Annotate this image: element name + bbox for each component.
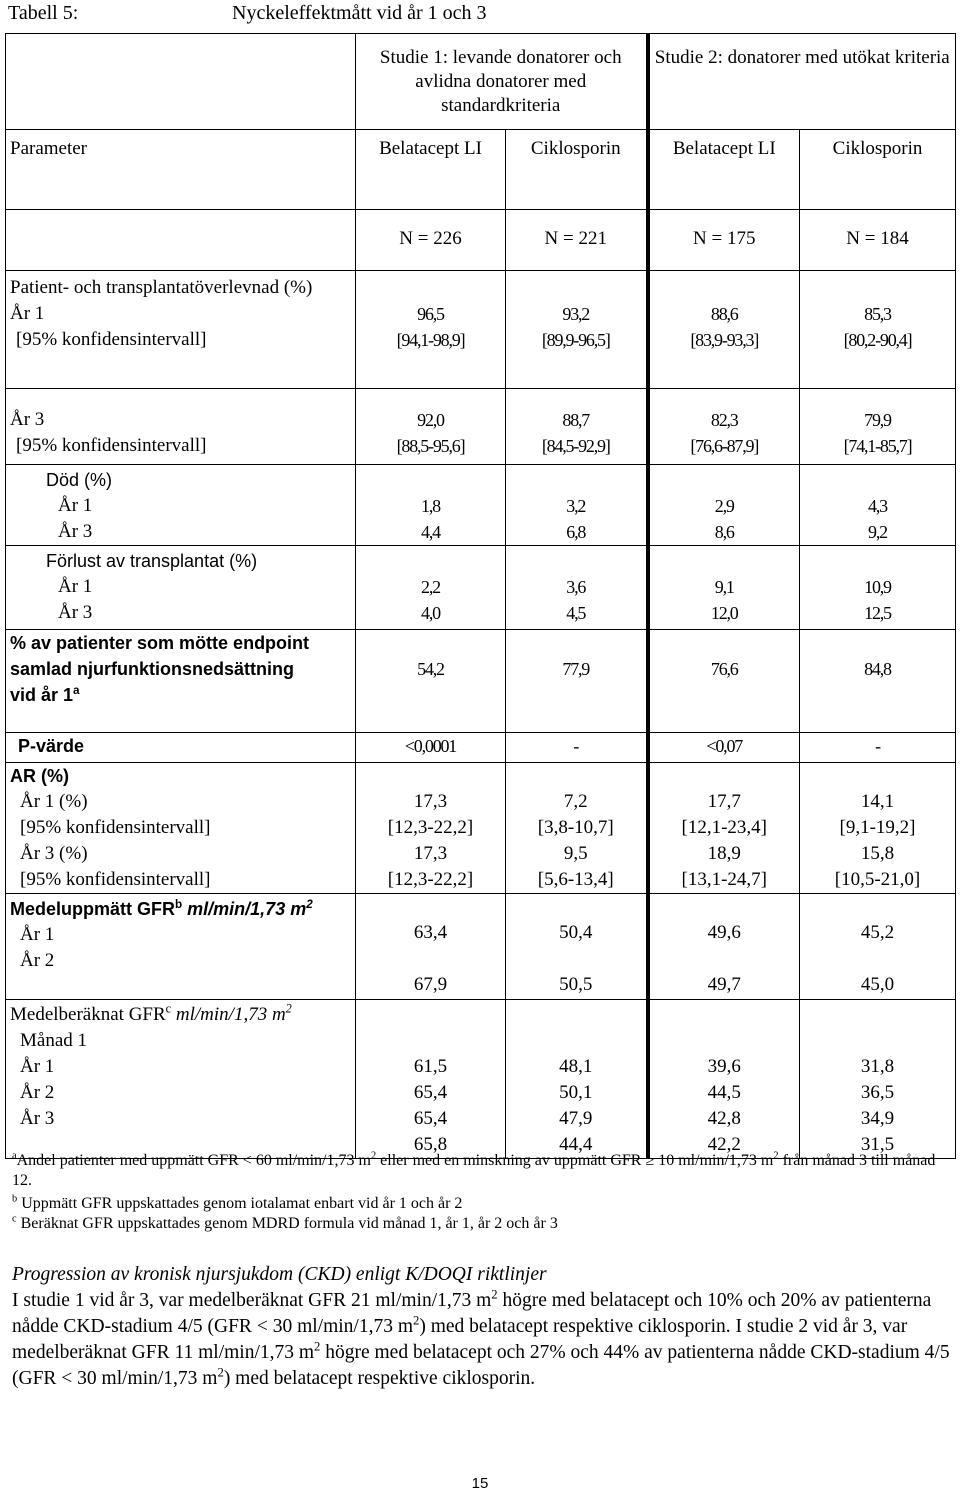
survival-y3-ci-label: [95% konfidensintervall] <box>16 435 207 456</box>
footnote-text: Andel patienter med uppmätt GFR < 60 ml/min/1,73 m <box>16 1152 371 1169</box>
value-cell: 85,3 <box>864 304 891 324</box>
value-cell: 45,0 <box>860 974 895 995</box>
efficacy-table <box>5 33 956 1159</box>
ar-ci-label: [95% konfidensintervall] <box>20 817 211 838</box>
calc-gfr-y2-label: År 2 <box>20 1082 55 1103</box>
footnote-b-mark: b <box>175 898 183 911</box>
value-cell: 45,2 <box>860 922 895 943</box>
value-cell: 3,2 <box>566 496 586 516</box>
pvalue-label: P-värde <box>6 733 356 763</box>
survival-y3-row-label <box>6 389 356 465</box>
value-cell: 88,7 <box>562 410 590 430</box>
value-cell: 65,8 <box>413 1134 448 1155</box>
value-cell: 65,4 <box>413 1082 448 1103</box>
value-cell: 50,1 <box>559 1082 593 1103</box>
value-cell: 76,6 <box>648 630 800 733</box>
value-cell: 92,0 <box>417 410 444 430</box>
value-cell: 42,2 <box>707 1134 741 1155</box>
value-cell: 39,6 <box>707 1056 741 1077</box>
value-cell: 10,9 <box>864 577 891 597</box>
ci-cell: [12,3-22,2] <box>387 869 474 890</box>
calc-gfr-unit: ml/min/1,73 m <box>175 1004 286 1025</box>
sup: 2 <box>773 1150 779 1162</box>
ci-cell: [84,5-92,9] <box>541 436 610 456</box>
header-empty-cell <box>6 34 356 130</box>
parameter-header: Parameter <box>6 130 356 210</box>
table-label: Tabell 5: <box>8 2 79 24</box>
ci-cell: [12,3-22,2] <box>387 817 474 838</box>
death-label: Död (%) <box>46 470 113 490</box>
value-cell: 47,9 <box>559 1108 593 1129</box>
ci-cell: [9,1-19,2] <box>839 817 916 838</box>
ar-ci-label: [95% konfidensintervall] <box>20 869 211 890</box>
value-cell: 17,7 <box>707 791 741 812</box>
col-header-belatacept-2: Belatacept LI <box>648 130 800 210</box>
value-cell: 17,3 <box>413 843 448 864</box>
ci-cell: [83,9-93,3] <box>690 330 759 350</box>
value-cell: 9,2 <box>868 522 887 542</box>
ci-cell: [94,1-98,9] <box>396 330 465 350</box>
ar-y1-label: År 1 (%) <box>20 791 88 812</box>
calc-gfr-y1-label: År 1 <box>20 1056 55 1077</box>
paragraph-text: högre med belatacept och 27% och 44% av patienterna nådde CKD-stadium 4/5 (GFR < 30 ml/min/1,73 m <box>12 1342 950 1389</box>
value-cell: 9,5 <box>563 843 588 864</box>
calc-gfr-m1-label: Månad 1 <box>20 1030 88 1051</box>
value-cell: 49,6 <box>707 922 741 943</box>
value-cell: - <box>506 733 648 763</box>
n-value: N = 175 <box>648 210 800 271</box>
value-cell: 49,7 <box>707 974 741 995</box>
footnote-text: Beräknat GFR uppskattades genom MDRD formula vid månad 1, år 1, år 2 och år 3 <box>16 1215 558 1232</box>
n-value: N = 226 <box>356 210 506 271</box>
value-cell: 50,4 <box>559 922 593 943</box>
ar-y3-label: År 3 (%) <box>20 843 88 864</box>
value-cell: 8,6 <box>714 522 734 542</box>
value-cell: 2,9 <box>714 496 734 516</box>
value-cell: 44,5 <box>707 1082 741 1103</box>
ci-cell: [5,6-13,4] <box>537 869 614 890</box>
value-cell: 31,8 <box>860 1056 895 1077</box>
ci-cell: [76,6-87,9] <box>690 436 759 456</box>
value-cell: 4,3 <box>868 496 887 516</box>
study2-header: Studie 2: donatorer med utökat kriteria <box>648 34 956 130</box>
survival-row-label <box>6 271 356 389</box>
value-cell: 6,8 <box>566 522 586 542</box>
death-y3-label: År 3 <box>58 521 93 542</box>
progression-paragraph <box>12 1288 954 1392</box>
ar-label: AR (%) <box>10 766 69 786</box>
ar-row-label <box>6 763 356 894</box>
value-cell: <0,0001 <box>356 733 506 763</box>
value-cell: 12,0 <box>710 603 738 623</box>
footnote-text: Uppmätt GFR uppskattades genom iotalamat enbart vid år 1 och år 2 <box>17 1195 463 1212</box>
value-cell: <0,07 <box>648 733 800 763</box>
value-cell: 84,8 <box>800 630 956 733</box>
ci-cell: [13,1-24,7] <box>681 869 767 890</box>
calc-gfr-y3-label: År 3 <box>20 1108 55 1129</box>
ci-cell: [80,2-90,4] <box>843 330 912 350</box>
graft-loss-row-label <box>6 546 356 630</box>
col-header-ciklosporin-2: Ciklosporin <box>800 130 956 210</box>
value-cell: 36,5 <box>860 1082 895 1103</box>
paragraph-text: I studie 1 vid år 3, var medelberäknat GFR 21 ml/min/1,73 m <box>12 1290 492 1311</box>
value-cell: 17,3 <box>413 791 448 812</box>
value-cell: 7,2 <box>563 791 588 812</box>
sup: 2 <box>413 1313 420 1328</box>
calc-gfr-label: Medelberäknat GFR <box>10 1004 166 1025</box>
progression-heading: Progression av kronisk njursjukdom (CKD) enligt K/DOQI riktlinjer <box>12 1264 547 1285</box>
graft-loss-y3-label: År 3 <box>58 602 93 623</box>
value-cell: 93,2 <box>562 304 590 324</box>
death-y1-label: År 1 <box>58 495 93 516</box>
value-cell: 4,0 <box>421 603 440 623</box>
measured-gfr-row-label <box>6 894 356 1000</box>
footnote-mark: b <box>12 1193 18 1205</box>
value-cell: 82,3 <box>710 410 738 430</box>
col-header-ciklosporin-1: Ciklosporin <box>506 130 648 210</box>
value-cell: 4,5 <box>566 603 586 623</box>
footnote-a-mark: a <box>73 684 80 697</box>
value-cell: 48,1 <box>559 1056 593 1077</box>
graft-loss-y1-label: År 1 <box>58 576 93 597</box>
value-cell: 42,8 <box>707 1108 741 1129</box>
value-cell: 88,6 <box>710 304 738 324</box>
value-cell: 1,8 <box>421 496 440 516</box>
value-cell: 31,5 <box>860 1134 895 1155</box>
ci-cell: [89,9-96,5] <box>541 330 610 350</box>
table-title: Nyckeleffektmått vid år 1 och 3 <box>232 2 487 24</box>
sup: 2 <box>217 1365 224 1380</box>
value-cell: 79,9 <box>864 410 891 430</box>
unit-sup: 2 <box>306 898 313 911</box>
n-row-label <box>6 210 356 271</box>
value-cell: 2,2 <box>421 577 440 597</box>
footnote-c <box>12 1214 952 1234</box>
footnote-text: från månad 3 till månad 12. <box>12 1152 936 1189</box>
value-cell: 96,5 <box>417 304 444 324</box>
study1-header: Studie 1: levande donatorer och avlidna donatorer med standardkriteria <box>356 34 648 130</box>
ci-cell: [88,5-95,6] <box>396 436 465 456</box>
paragraph-text: ) med belatacept respektive ciklosporin. I studie 2 vid år 3, var medelberäknat GFR 11 ml/min/1,73 m <box>12 1316 908 1363</box>
measured-gfr-y1-label: År 1 <box>20 924 55 945</box>
ci-cell: [3,8-10,7] <box>537 817 614 838</box>
value-cell: 15,8 <box>860 843 895 864</box>
ci-cell: [12,1-23,4] <box>681 817 767 838</box>
measured-gfr-label: Medeluppmätt GFR <box>10 899 175 919</box>
survival-ci-label: [95% konfidensintervall] <box>16 329 207 350</box>
value-cell: 18,9 <box>707 843 741 864</box>
footnote-mark: c <box>12 1213 17 1225</box>
paragraph-text: ) med belatacept respektive ciklosporin. <box>223 1368 536 1389</box>
survival-label: Patient- och transplantatöverlevnad (%) <box>10 277 313 298</box>
progression-section <box>12 1262 954 1392</box>
sup: 2 <box>491 1287 498 1302</box>
footnote-b <box>12 1194 952 1214</box>
value-cell: 61,5 <box>413 1056 448 1077</box>
death-row-label <box>6 465 356 546</box>
measured-gfr-unit: ml/min/1,73 m <box>187 899 307 919</box>
value-cell: - <box>800 733 956 763</box>
value-cell: 44,4 <box>559 1134 593 1155</box>
graft-loss-label: Förlust av transplantat (%) <box>46 551 258 571</box>
n-value: N = 184 <box>800 210 956 271</box>
value-cell: 65,4 <box>413 1108 448 1129</box>
value-cell: 67,9 <box>413 974 448 995</box>
footnote-text: eller med en minskning av uppmätt GFR ≥ 10 ml/min/1,73 m <box>376 1152 774 1169</box>
value-cell: 63,4 <box>413 922 448 943</box>
value-cell: 9,1 <box>714 577 734 597</box>
value-cell: 50,5 <box>559 974 593 995</box>
col-header-belatacept-1: Belatacept LI <box>356 130 506 210</box>
unit-sup: 2 <box>285 1001 292 1016</box>
footnote-mark: a <box>12 1150 17 1162</box>
value-cell: 4,4 <box>421 522 440 542</box>
value-cell: 77,9 <box>506 630 648 733</box>
paragraph-text: högre med belatacept och 10% och 20% av patienterna nådde CKD-stadium 4/5 (GFR < 30 ml/min/1,73 m <box>12 1290 932 1337</box>
sup: 2 <box>370 1150 377 1162</box>
sup: 2 <box>314 1339 321 1354</box>
value-cell: 34,9 <box>860 1108 895 1129</box>
page-number: 15 <box>471 1475 489 1492</box>
endpoint-row-label <box>6 630 356 733</box>
value-cell: 54,2 <box>356 630 506 733</box>
value-cell: 3,6 <box>566 577 586 597</box>
ci-cell: [10,5-21,0] <box>834 869 921 890</box>
footnote-c-mark: c <box>165 1001 172 1016</box>
survival-year1-label: År 1 <box>10 303 45 324</box>
footnote-a <box>12 1151 952 1191</box>
value-cell: 12,5 <box>864 603 891 623</box>
calc-gfr-row-label <box>6 1000 356 1159</box>
survival-year3-label: År 3 <box>10 409 45 430</box>
value-cell: 14,1 <box>860 791 895 812</box>
ci-cell: [74,1-85,7] <box>843 436 912 456</box>
n-value: N = 221 <box>506 210 648 271</box>
measured-gfr-y2-label: År 2 <box>20 950 55 971</box>
endpoint-label: % av patienter som mötte endpoint samlad njurfunktionsnedsättning vid år 1 <box>10 633 310 705</box>
